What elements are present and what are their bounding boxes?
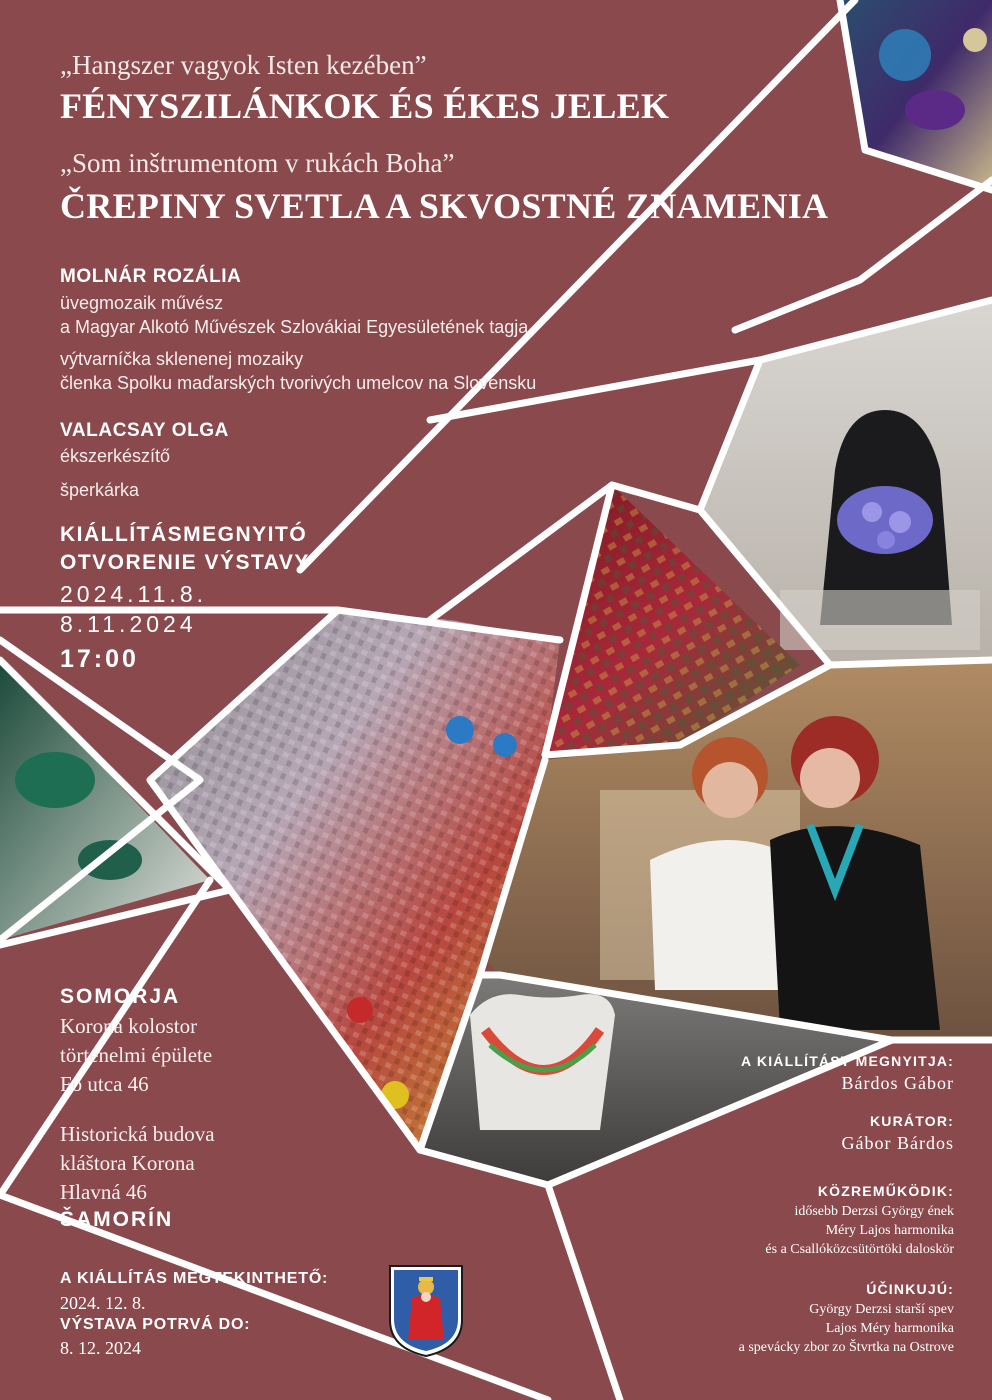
duration-label-hu: A KIÁLLÍTÁS MEGTEKINTHETŐ: xyxy=(60,1270,329,1287)
artist-role-hu: ékszerkészítő xyxy=(60,446,171,466)
artist-role-sk: šperkárka xyxy=(60,480,140,500)
artist-role-hu-2: a Magyar Alkotó Művészek Szlovákiai Egyesületének tagja xyxy=(60,317,529,337)
location-hu-2: történelmi épülete xyxy=(60,1043,213,1067)
artist-name-molnar: MOLNÁR ROZÁLIA xyxy=(60,266,242,287)
curator-label: KURÁTOR: xyxy=(869,1113,954,1129)
participant-hu-2: Méry Lajos harmonika xyxy=(825,1223,954,1238)
artist-role-hu-1: üvegmozaik művész xyxy=(60,293,224,313)
participants-hu-label: KÖZREMŰKÖDIK: xyxy=(817,1183,954,1199)
hu-title: FÉNYSZILÁNKOK ÉS ÉKES JELEK xyxy=(60,86,670,126)
duration-date-hu: 2024. 12. 8. xyxy=(60,1293,146,1313)
artist-name-valacsay: VALACSAY OLGA xyxy=(60,420,229,441)
duration-label-sk: VÝSTAVA POTRVÁ DO: xyxy=(60,1316,251,1333)
opening-label-sk: OTVORENIE VÝSTAVY xyxy=(60,551,310,574)
hu-subtitle: „Hangszer vagyok Isten kezében” xyxy=(60,50,427,80)
beaded-necklace-photo-top-right xyxy=(840,0,992,190)
curator-name: Gábor Bárdos xyxy=(841,1133,954,1153)
town-sk: ŠAMORÍN xyxy=(60,1208,174,1231)
participant-sk-3: a spevácky zbor zo Štvrtka na Ostrove xyxy=(738,1340,954,1355)
participant-sk-1: György Derzsi starší spev xyxy=(809,1302,954,1317)
opening-date-hu: 2024.11.8. xyxy=(60,581,208,607)
opening-date-sk: 8.11.2024 xyxy=(60,611,197,637)
location-sk-2: kláštora Korona xyxy=(60,1151,195,1175)
location-hu-3: Fő utca 46 xyxy=(60,1072,149,1096)
participant-hu-1: idősebb Derzsi György ének xyxy=(794,1204,954,1219)
opening-label-hu: KIÁLLÍTÁSMEGNYITÓ xyxy=(60,523,308,546)
lace-necklace-display-photo xyxy=(700,300,992,665)
location-sk-3: Hlavná 46 xyxy=(60,1180,147,1204)
duration-date-sk: 8. 12. 2024 xyxy=(60,1338,141,1358)
participant-hu-3: és a Csallóközcsütörtöki daloskör xyxy=(765,1242,954,1257)
opened-by-name: Bárdos Gábor xyxy=(841,1073,954,1093)
location-sk-1: Historická budova xyxy=(60,1122,215,1146)
location-hu-1: Korona kolostor xyxy=(60,1014,198,1038)
town-hu: SOMORJA xyxy=(60,985,181,1008)
artist-role-sk-2: členka Spolku maďarských tvorivých umelcov na Slovensku xyxy=(60,373,537,393)
participant-sk-2: Lajos Méry harmonika xyxy=(825,1321,954,1336)
opened-by-label: A KIÁLLÍTÁST MEGNYITJA: xyxy=(741,1053,954,1069)
sk-title: ČREPINY SVETLA A SKVOSTNÉ ZNAMENIA xyxy=(60,186,829,226)
artist-role-sk-1: výtvarníčka sklenenej mozaiky xyxy=(60,349,304,369)
town-coat-of-arms xyxy=(390,1266,462,1356)
opening-time: 17:00 xyxy=(60,645,139,673)
participants-sk-label: ÚČINKUJÚ: xyxy=(866,1281,954,1297)
sk-subtitle: „Som inštrumentom v rukách Boha” xyxy=(60,148,455,178)
